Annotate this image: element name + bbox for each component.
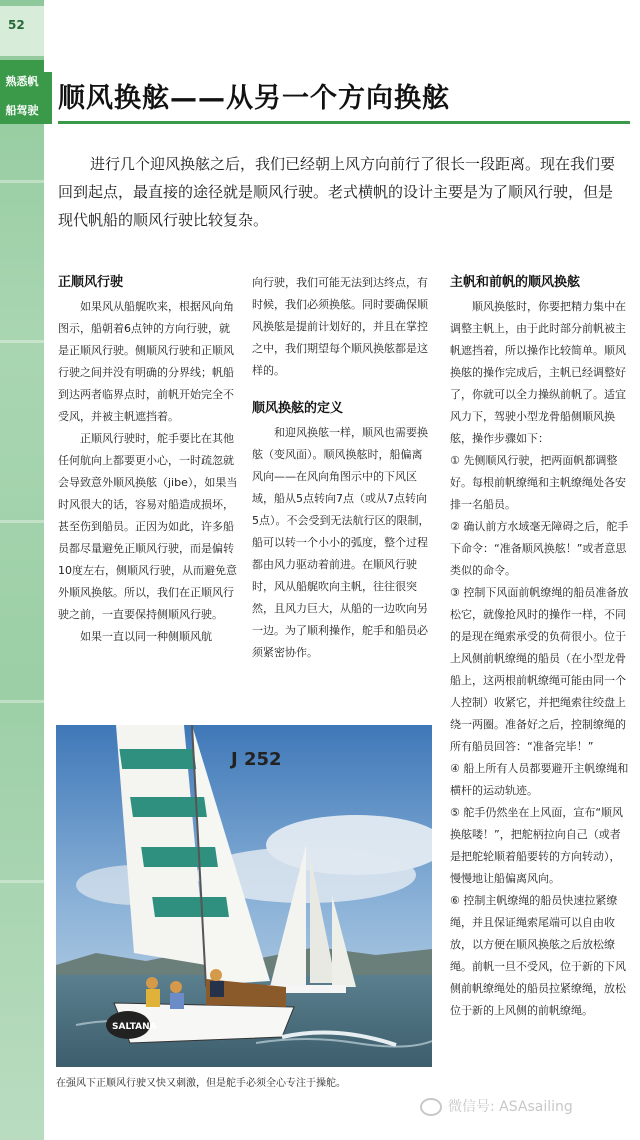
watermark-text: 微信号: ASAsailing (448, 1099, 573, 1115)
paragraph: 顺风换舷时，你要把精力集中在调整主帆上，由于此时部分前帆被主帆遮挡着，所以操作比较简单。顺风换舷的操作完成后，主帆已经调整好了，你就可以全力操纵前帆了。适宜风力下，驾驶小型龙骨船侧顺风换舷，操作步骤如下： (450, 300, 626, 445)
intro-paragraph: 进行几个迎风换舷之后，我们已经朝上风方向前行了很长一段距离。现在我们要回到起点，最直接的途径就是顺风行驶。老式横帆的设计主要是为了顺风行驶，但是现代帆船的顺风行驶比较复杂。 (58, 155, 616, 229)
column-2 (252, 272, 432, 664)
wechat-icon (420, 1098, 442, 1116)
page-title: 顺风换舷——从另一个方向换舷 (58, 83, 450, 114)
step-5: ⑤ 舵手仍然坐在上风面，宣布“顺风换舷喽！”，把舵柄拉向自己（或者是把舵轮顺着船要转的方向转动），慢慢地让船偏离风向。 (450, 806, 624, 885)
wave-decoration (0, 340, 44, 343)
sailboat-illustration (56, 725, 432, 1067)
wave-decoration (0, 700, 44, 703)
sail-number: J 252 (231, 749, 282, 770)
paragraph: 和迎风换舷一样，顺风也需要换舷（变风面）。顺风换舷时，船偏离风向——在风向角图示中的下风区域，船从5点转向7点（或从7点转向5点）。不会受到无法航行区的限制，船可以转一个小小的弧度，整个过程都由风力驱动着前进。在顺风行驶时，风从船艉吹向主帆，往往很突然，且风力巨大，从船的一边吹向另一边。为了顺利操作，舵手和船员必须紧密协作。 (252, 426, 430, 659)
section-tab-line-2: 船驾驶 (5, 104, 39, 117)
step-3: ③ 控制下风面前帆缭绳的船员准备放松它，就像抢风时的操作一样，不同的是现在绳索承受的负荷很小。位于上风侧前帆缭绳的船员（在小型龙骨船上，这两根前帆缭绳可能由同一个人控制）收紧它，并把绳索往绞盘上绕一两圈。准备好之后，控制缭绳的所有船员回答：“准备完毕！” (450, 586, 629, 753)
title-underline (58, 121, 630, 124)
section-tab-line-1: 熟悉帆 (5, 75, 39, 88)
boat-name: SALTANA (112, 1022, 157, 1032)
section-tab (0, 60, 44, 124)
wave-decoration (0, 180, 44, 183)
page-number-box (0, 6, 44, 56)
step-6: ⑥ 控制主帆缭绳的船员快速拉紧缭绳，并且保证绳索尾端可以自由收放，以方便在顺风换舷之后放松缭绳。前帆一旦不受风，位于新的下风侧前帆缭绳处的船员拉紧缭绳，放松位于新的上风侧的前帆缭绳。 (450, 894, 626, 1017)
page-number: 52 (8, 18, 25, 32)
step-1: ① 先侧顺风行驶，把两面帆都调整好。每根前帆缭绳和主帆缭绳处各安排一名船员。 (450, 454, 626, 511)
sailboat-photo (56, 725, 432, 1067)
title-bar (44, 72, 640, 124)
heading-jibe-definition: 顺风换舷的定义 (252, 401, 344, 416)
step-4: ④ 船上所有人员都要避开主帆缭绳和横杆的运动轨迹。 (450, 762, 629, 797)
heading-main-jib-jibe: 主帆和前帆的顺风换舷 (450, 275, 581, 290)
column-1 (58, 272, 238, 648)
watermark (420, 1096, 573, 1116)
paragraph-continuation: 向行驶，我们可能无法到达终点，有时候，我们必须换舷。同时要确保顺风换舷是提前计划好的，并且在掌控之中，我们期望每个顺风换舷都是这样的。 (252, 276, 428, 377)
title-accent (44, 72, 52, 124)
paragraph: 正顺风行驶时，舵手要比在其他任何航向上都要更小心，一时疏忽就会导致意外顺风换舷（jibe），如果当时风很大的话，容易对船造成损坏，甚至伤到船员。正因为如此，许多船员都尽量避免正顺风行驶，而是偏转10度左右，侧顺风行驶，从而避免意外顺风换舷。所以，我们在正顺风行驶之前，一直要保持侧顺风行驶。 (58, 432, 238, 621)
photo-caption: 在强风下正顺风行驶又快又刺激，但是舵手必须全心专注于操舵。 (56, 1078, 346, 1089)
step-2: ② 确认前方水域毫无障碍之后，舵手下命令：“准备顺风换舷！”或者意思类似的命令。 (450, 520, 629, 577)
paragraph: 如果一直以同一种侧顺风航 (80, 630, 212, 643)
margin-strip (0, 0, 44, 1140)
heading-dead-run: 正顺风行驶 (58, 275, 124, 290)
paragraph: 如果风从船艉吹来，根据风向角图示，船朝着6点钟的方向行驶，就是正顺风行驶。侧顺风行驶和正顺风行驶之间并没有明确的分界线；帆船到达两者临界点时，前帆开始完全不受风，并被主帆遮挡着。 (58, 300, 234, 423)
wave-decoration (0, 880, 44, 883)
wave-decoration (0, 520, 44, 523)
column-3 (450, 272, 630, 1022)
